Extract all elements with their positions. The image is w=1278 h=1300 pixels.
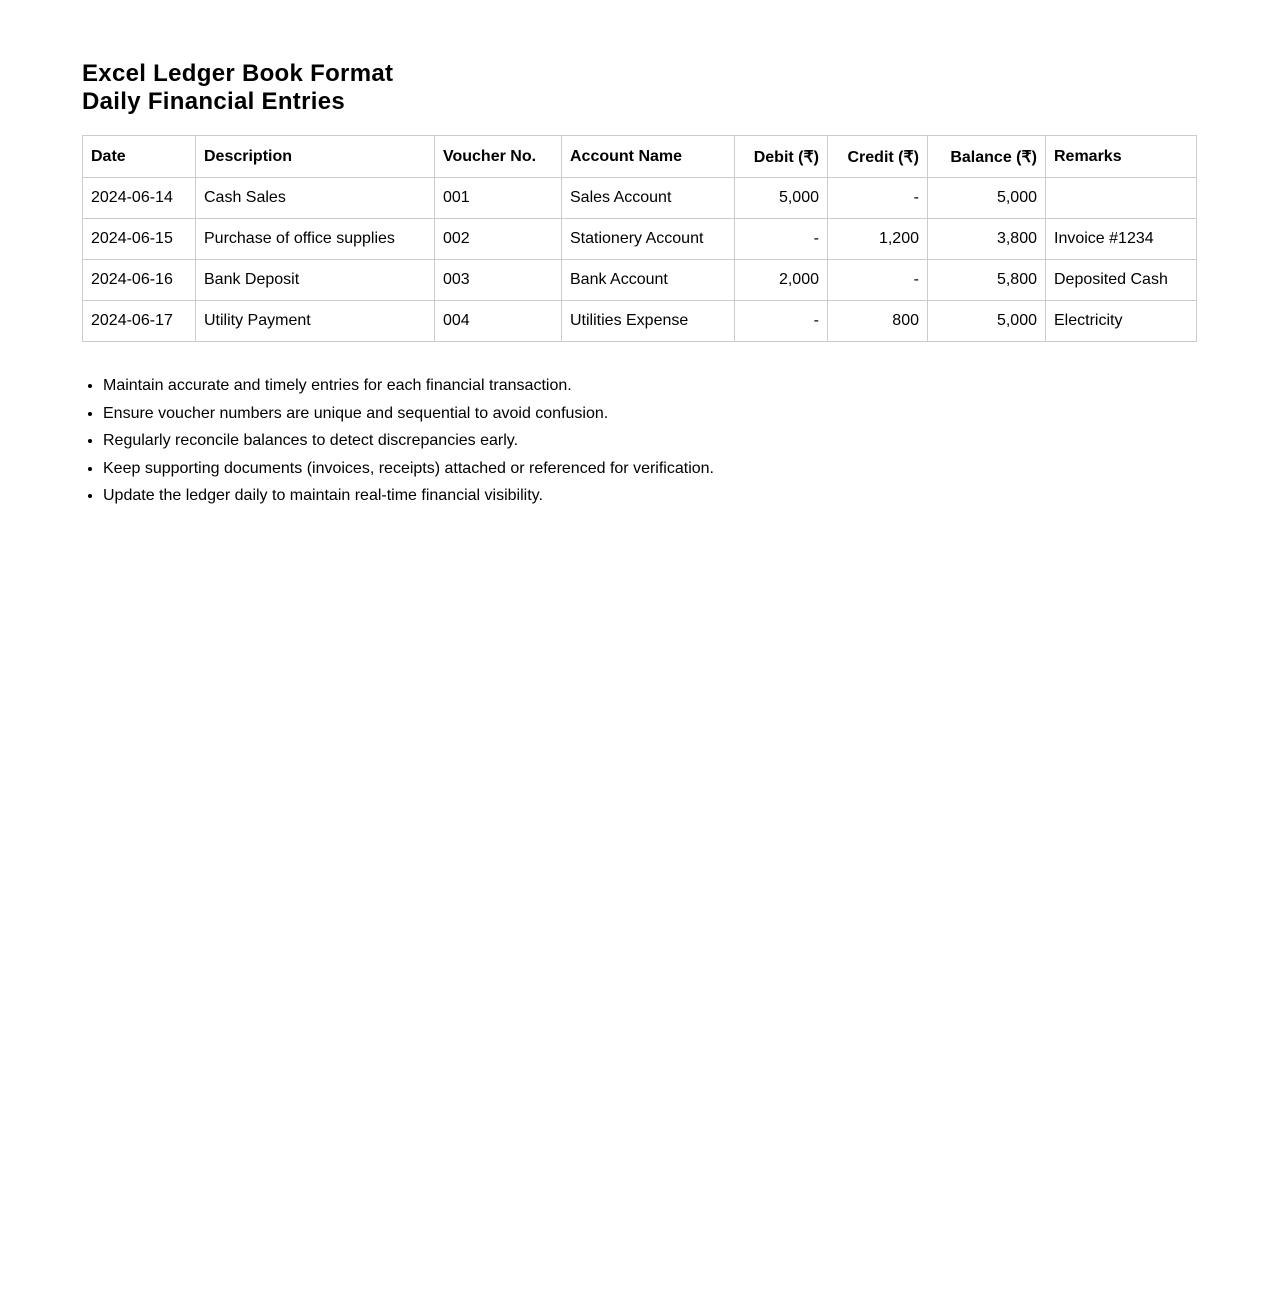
cell-balance: 5,000 <box>928 178 1046 219</box>
list-item: • Update the ledger daily to maintain real-time financial visibility. <box>103 482 1196 510</box>
cell-voucher: 002 <box>435 219 562 260</box>
cell-remarks: Invoice #1234 <box>1046 219 1197 260</box>
header-debit: Debit (₹) <box>735 136 828 178</box>
list-item: • Keep supporting documents (invoices, receipts) attached or referenced for verification. <box>103 455 1196 483</box>
cell-description: Bank Deposit <box>196 260 435 301</box>
cell-balance: 5,000 <box>928 301 1046 342</box>
cell-date: 2024-06-14 <box>83 178 196 219</box>
table-row <box>83 178 1197 219</box>
cell-voucher: 004 <box>435 301 562 342</box>
cell-balance: 3,800 <box>928 219 1046 260</box>
cell-account: Sales Account <box>562 178 735 219</box>
header-balance: Balance (₹) <box>928 136 1046 178</box>
table-row <box>83 260 1197 301</box>
cell-date: 2024-06-16 <box>83 260 196 301</box>
title-line-1: Excel Ledger Book Format <box>82 60 394 87</box>
cell-date: 2024-06-15 <box>83 219 196 260</box>
header-date: Date <box>83 136 196 178</box>
cell-debit: - <box>735 219 828 260</box>
cell-credit: 800 <box>828 301 928 342</box>
cell-debit: 2,000 <box>735 260 828 301</box>
title-line-2: Daily Financial Entries <box>82 88 345 115</box>
cell-credit: - <box>828 260 928 301</box>
list-item: • Maintain accurate and timely entries for each financial transaction. <box>103 372 1196 400</box>
cell-balance: 5,800 <box>928 260 1046 301</box>
guidelines-list <box>82 372 1196 510</box>
document-page <box>82 60 1196 510</box>
cell-voucher: 001 <box>435 178 562 219</box>
ledger-table <box>82 135 1197 342</box>
header-credit: Credit (₹) <box>828 136 928 178</box>
list-item: • Regularly reconcile balances to detect discrepancies early. <box>103 427 1196 455</box>
cell-description: Cash Sales <box>196 178 435 219</box>
cell-date: 2024-06-17 <box>83 301 196 342</box>
page-title <box>82 60 1196 116</box>
cell-description: Purchase of office supplies <box>196 219 435 260</box>
header-row <box>83 136 1197 178</box>
cell-account: Bank Account <box>562 260 735 301</box>
header-description: Description <box>196 136 435 178</box>
cell-voucher: 003 <box>435 260 562 301</box>
cell-remarks: Electricity <box>1046 301 1197 342</box>
cell-remarks: Deposited Cash <box>1046 260 1197 301</box>
header-account: Account Name <box>562 136 735 178</box>
cell-debit: 5,000 <box>735 178 828 219</box>
table-row <box>83 301 1197 342</box>
cell-credit: 1,200 <box>828 219 928 260</box>
list-item: • Ensure voucher numbers are unique and sequential to avoid confusion. <box>103 400 1196 428</box>
cell-debit: - <box>735 301 828 342</box>
cell-remarks <box>1046 178 1197 219</box>
cell-credit: - <box>828 178 928 219</box>
cell-description: Utility Payment <box>196 301 435 342</box>
table-row <box>83 219 1197 260</box>
header-remarks: Remarks <box>1046 136 1197 178</box>
cell-account: Utilities Expense <box>562 301 735 342</box>
header-voucher: Voucher No. <box>435 136 562 178</box>
cell-account: Stationery Account <box>562 219 735 260</box>
